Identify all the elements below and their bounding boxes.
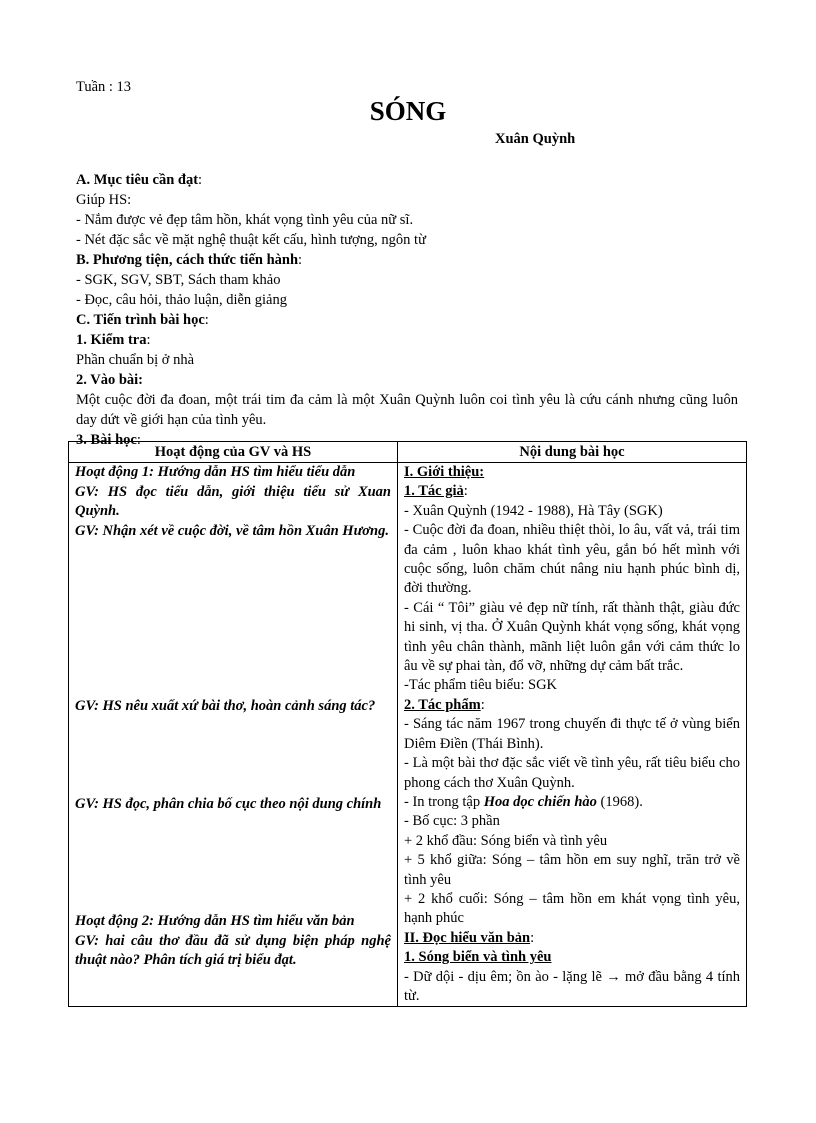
activity-text: GV: Nhận xét về cuộc đời, về tâm hồn Xuân Hương. bbox=[75, 522, 389, 539]
objective-item: - Nét đặc sắc về mặt nghệ thuật kết cấu, hình tượng, ngôn từ bbox=[76, 232, 426, 248]
activities-cell bbox=[69, 463, 398, 1007]
content-text: + 2 khổ cuối: Sóng – tâm hồn em khát vọng tình yêu, hạnh phúc bbox=[404, 890, 740, 927]
means-item: - SGK, SGV, SBT, Sách tham khảo bbox=[76, 272, 281, 288]
content-text: - In trong tập Hoa dọc chiến hào (1968). bbox=[404, 793, 643, 810]
section-heading: I. Giới thiệu: bbox=[404, 464, 485, 480]
activity-text: GV: HS đọc tiểu dẫn, giới thiệu tiểu sử Xuan Quỳnh. bbox=[75, 483, 391, 519]
lesson-table bbox=[68, 441, 747, 1007]
header-activities: Hoạt động của GV và HS bbox=[69, 442, 398, 463]
activity-text: GV: HS nêu xuất xứ bài thơ, hoàn cảnh sáng tác? bbox=[75, 698, 376, 714]
table-header-row bbox=[69, 442, 747, 463]
activity-text: GV: hai câu thơ đầu đã sử dụng biện pháp nghệ thuật nào? Phân tích giá trị biểu đạt. bbox=[75, 932, 391, 968]
collection-title: Hoa dọc chiến hào bbox=[483, 793, 597, 810]
section-heading: II. Đọc hiểu văn bản: bbox=[404, 929, 535, 946]
content-text: - Dữ dội - dịu êm; ồn ào - lặng lẽ → mở đầu bằng 4 tính từ. bbox=[404, 968, 740, 1004]
content-cell bbox=[398, 463, 747, 1007]
intro-text: Một cuộc đời đa đoan, một trái tim đa cảm là một Xuân Quỳnh luôn coi tình yêu là cứu cánh nhưng cũng luôn day dứt về giới hạn của tình yêu. bbox=[76, 392, 738, 428]
content-text: - Sáng tác năm 1967 trong chuyến đi thực tế ở vùng biển Diêm Điền (Thái Bình). bbox=[404, 716, 740, 752]
means-heading: B. Phương tiện, cách thức tiến hành: bbox=[76, 252, 303, 268]
check-text: Phần chuẩn bị ở nhà bbox=[76, 352, 195, 368]
activity-text: Hoạt động 2: Hướng dẫn HS tìm hiểu văn bản bbox=[75, 913, 355, 929]
process-heading: C. Tiến trình bài học: bbox=[76, 312, 209, 328]
subsection-heading: 1. Tác giả: bbox=[404, 483, 468, 500]
subsection-heading: 1. Sóng biển và tình yêu bbox=[404, 949, 552, 966]
check-heading: 1. Kiểm tra: bbox=[76, 332, 151, 348]
lesson-heading: 3. Bài học: bbox=[76, 432, 141, 448]
content-text: - Là một bài thơ đặc sắc viết về tình yêu, rất tiêu biểu cho phong cách thơ Xuân Quỳnh. bbox=[404, 755, 740, 791]
objectives-heading: A. Mục tiêu cần đạt: bbox=[76, 172, 203, 188]
lesson-intro bbox=[76, 170, 738, 450]
content-text: - Xuân Quỳnh (1942 - 1988), Hà Tây (SGK) bbox=[404, 502, 663, 519]
table-row bbox=[69, 463, 747, 1007]
week-label: Tuần : 13 bbox=[76, 79, 132, 95]
content-text: + 2 khổ đầu: Sóng biển và tình yêu bbox=[404, 832, 608, 849]
activity-text: GV: HS đọc, phân chia bố cục theo nội dung chính bbox=[75, 795, 382, 812]
content-text: + 5 khổ giữa: Sóng – tâm hồn em suy nghĩ, trăn trở về tình yêu bbox=[404, 852, 740, 888]
objectives-intro: Giúp HS: bbox=[76, 192, 132, 208]
activity-text: Hoạt động 1: Hướng dẫn HS tìm hiểu tiểu dẫn bbox=[75, 464, 356, 480]
content-text: -Tác phẩm tiêu biểu: SGK bbox=[404, 677, 558, 694]
content-text: - Cuộc đời đa đoan, nhiều thiệt thòi, lo âu, vất vả, trái tim đa cảm , luôn khao khát tình yêu, gắn bó hết mình với cuộc sống, luôn chăm chút nâng niu hạnh phúc bình dị, đời thường. bbox=[404, 522, 740, 597]
header-content: Nội dung bài học bbox=[398, 442, 747, 463]
poem-title: SÓNG bbox=[369, 96, 447, 126]
content-text: - Bố cục: 3 phần bbox=[404, 813, 500, 830]
objective-item: - Nắm được vẻ đẹp tâm hồn, khát vọng tình yêu của nữ sĩ. bbox=[76, 212, 414, 228]
content-text: - Cái “ Tôi” giàu vẻ đẹp nữ tính, rất thành thật, giàu đức hi sinh, vị tha. Ở Xuân Quỳnh khát vọng sống, khát vọng tình yêu chân thành, mãnh liệt luôn gắn với cảm thức lo âu về sự phai tàn, đổ vỡ, những dự cảm bất trắc. bbox=[404, 599, 740, 675]
subsection-heading: 2. Tác phẩm: bbox=[404, 696, 485, 713]
means-item: - Đọc, câu hỏi, thảo luận, diễn giảng bbox=[76, 292, 287, 308]
intro-heading: 2. Vào bài: bbox=[76, 372, 144, 388]
poem-author: Xuân Quỳnh bbox=[495, 131, 576, 147]
